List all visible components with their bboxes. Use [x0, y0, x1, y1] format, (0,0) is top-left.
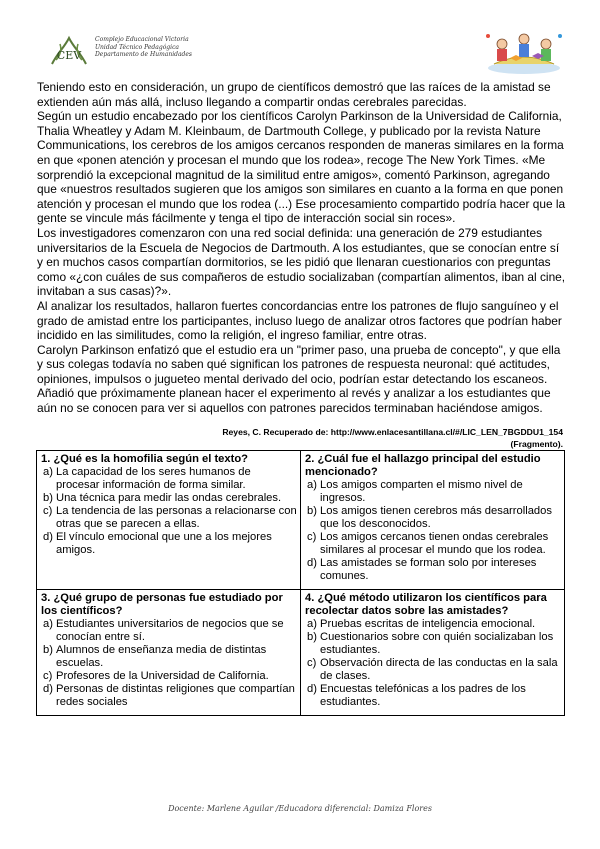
question-title: 1. ¿Qué es la homofilia según el texto?: [41, 453, 249, 465]
answer-option[interactable]: b) Alumnos de enseñanza media de distintas escuelas.: [43, 644, 267, 669]
question-cell: [301, 590, 565, 716]
question-cell: [37, 451, 301, 590]
article-body: [37, 80, 567, 416]
options-list: [41, 466, 297, 557]
options-list: [305, 618, 561, 709]
answer-option[interactable]: c) La tendencia de las personas a relacionarse con otras que se parecen a ellas.: [43, 505, 297, 530]
answer-option[interactable]: b) Una técnica para medir las ondas cerebrales.: [43, 492, 282, 504]
page-footer: Docente: Marlene Aguilar /Educadora diferencial: Damiza Flores: [168, 804, 432, 813]
answer-option[interactable]: a) Estudiantes universitarios de negocios que se conocían entre sí.: [43, 618, 284, 643]
source-citation: [37, 427, 563, 450]
logo-letters: CEV: [56, 49, 82, 62]
options-list: [41, 618, 297, 709]
answer-option[interactable]: c) Observación directa de las conductas en la sala de clases.: [307, 657, 558, 682]
question-title: 3. ¿Qué grupo de personas fue estudiado por los científicos?: [41, 592, 283, 617]
school-name-block: [95, 36, 192, 59]
options-list: [305, 479, 561, 583]
school-logo: [48, 34, 90, 70]
answer-option[interactable]: d) Las amistades se forman solo por intereses comunes.: [307, 557, 537, 582]
school-line: Departamento de Humanidades: [95, 51, 193, 58]
answer-option[interactable]: a) Los amigos comparten el mismo nivel de ingresos.: [307, 479, 523, 504]
answer-option[interactable]: d) El vínculo emocional que une a los mejores amigos.: [43, 531, 272, 556]
citation-line: (Fragmento).: [510, 438, 563, 449]
question-title: 2. ¿Cuál fue el hallazgo principal del estudio mencionado?: [305, 453, 541, 478]
school-line: Unidad Técnico Pedagógica: [95, 43, 180, 51]
question-cell: [301, 451, 565, 590]
questions-table: [36, 450, 565, 716]
answer-option[interactable]: d) Personas de distintas religiones que compartían redes sociales: [43, 683, 295, 708]
answer-option[interactable]: b) Cuestionarios sobre con quién socializaban los estudiantes.: [307, 631, 554, 656]
answer-option[interactable]: b) Los amigos tienen cerebros más desarrollados que los desconocidos.: [307, 505, 552, 530]
answer-option[interactable]: a) Pruebas escritas de inteligencia emocional.: [307, 618, 536, 630]
paragraph: Al analizar los resultados, hallaron fuertes concordancias entre los patrones de flujo sanguíneo y el grado de amistad entre los participantes, incluso luego de analizar otros factores que podrían haber incidido en las similitudes, como la religión, el ingreso familiar, entre otras.: [37, 298, 562, 343]
question-title: 4. ¿Qué método utilizaron los científicos para recolectar datos sobre las amistades?: [305, 592, 547, 617]
answer-option[interactable]: d) Encuestas telefónicas a los padres de los estudiantes.: [307, 683, 526, 708]
answer-option[interactable]: a) La capacidad de los seres humanos de procesar información de forma similar.: [43, 466, 251, 491]
paragraph: Según un estudio encabezado por los científicos Carolyn Parkinson de la Universidad de California, Thalia Wheatley y Adam M. Kleinbaum, de Dartmouth College, y publicado por la revista Nature Communications, los cerebros de los amigos cercanos responden de maneras similares en la forma en que «ponen atención y procesan el mundo que los rodea», recoge The New York Times. «Me sorprendió la excepcional magnitud de la similitud entre amigos», comentó Parkinson, agregando que «nuestros resultados sugieren que los amigos son similares en cuanto a la forma en que ponen atención y procesan el mundo que los rodea (...) Ese procesamiento compartido podría hacer que la gente se vincule más fácilmente y tenga el tipo de interacción social sin roces».: [37, 109, 566, 226]
answer-option[interactable]: c) Profesores de la Universidad de California.: [43, 670, 269, 682]
paragraph: Teniendo esto en consideración, un grupo de científicos demostró que las raíces de la amistad se extienden aún más allá, incluso llegando a compartir ondas cerebrales parecidas.: [37, 80, 551, 109]
children-reading-illustration: [484, 30, 564, 74]
school-line: Complejo Educacional Victoria: [95, 36, 189, 43]
question-cell: [37, 590, 301, 716]
paragraph: Carolyn Parkinson enfatizó que el estudio era un "primer paso, una prueba de concepto", y que ella y sus colegas todavía no saben qué significan los patrones de respuesta neuronal: qué actitudes, opiniones, impulsos o jugueteo mental derivado del ocio, podrían estar detectando los escaneos. Añadió que próximamente planean hacer el experimento al revés y analizar a los estudiantes que aún no se conocen para ver si aquellos con patrones parecidos terminaban haciéndose amigos.: [37, 342, 561, 416]
answer-option[interactable]: c) Los amigos cercanos tienen ondas cerebrales similares al procesar el mundo que los rodea.: [307, 531, 549, 556]
citation-line: Reyes, C. Recuperado de: http://www.enlacesantillana.cl/#/LIC_LEN_7BGDDU1_154: [222, 427, 563, 437]
page-header: [0, 0, 600, 82]
paragraph: Los investigadores comenzaron con una red social definida: una generación de 279 estudiantes universitarios de la Escuela de Negocios de Dartmouth. A los estudiantes, que se conocían entre sí y en muchos casos compartían dormitorios, se les pidió que llenaran cuestionarios con preguntas como «¿con cuáles de sus compañeros de estudio socializaban (compartían alimentos, iban al cine, invitaban a sus casas)?».: [37, 225, 566, 299]
